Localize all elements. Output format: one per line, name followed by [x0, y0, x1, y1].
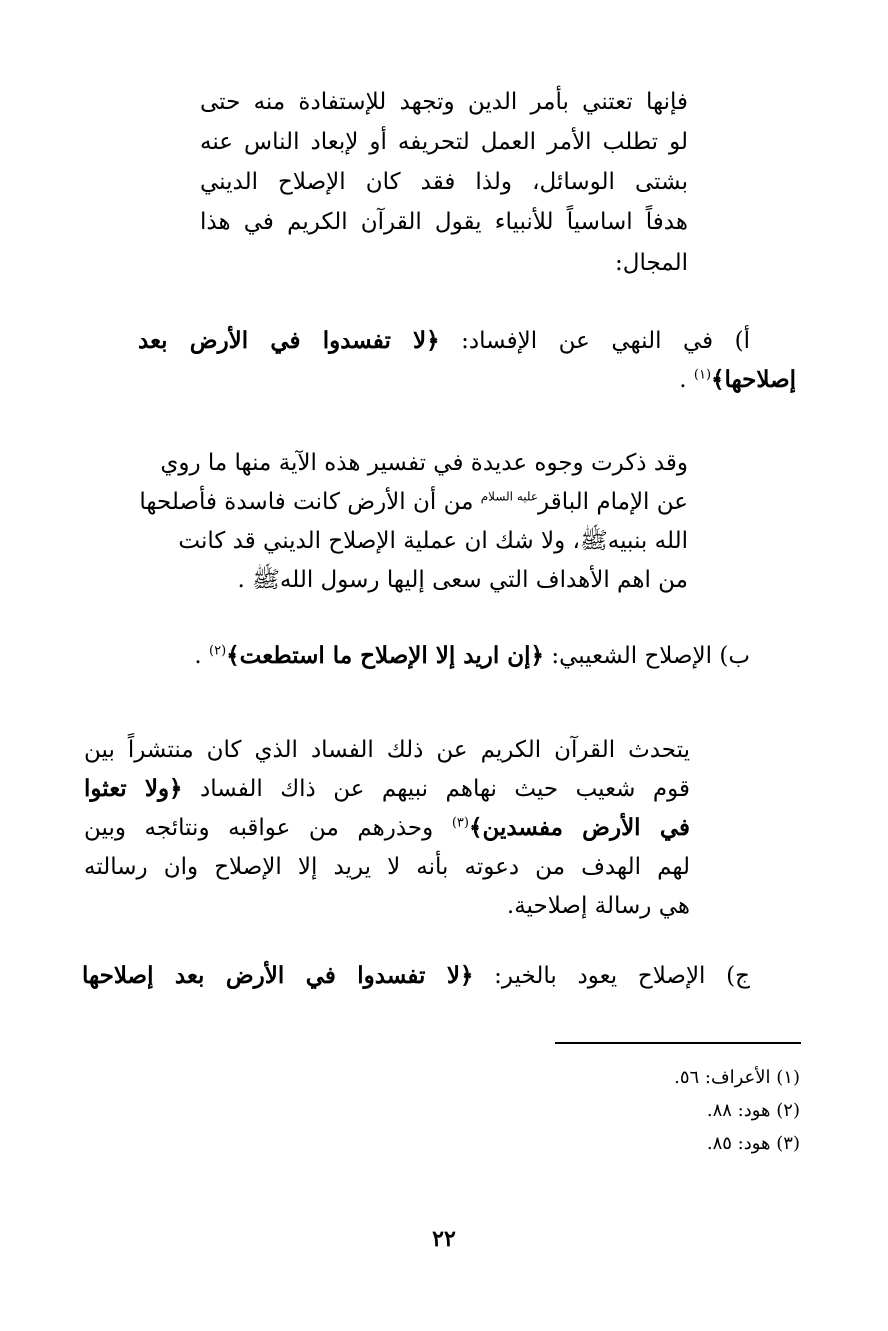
quran-verse: في الأرض مفسدين﴾ [468, 814, 690, 841]
text-line: لو تطلب الأمر العمل لتحريفه أو لإبعاد الناس عنه [200, 129, 688, 155]
text-line: يتحدث القرآن الكريم عن ذلك الفساد الذي كان منتشراً بين [84, 737, 690, 763]
text-line: وقد ذكرت وجوه عديدة في تفسير هذه الآية منها ما روي [160, 450, 688, 476]
honorific: عليه السلام [480, 489, 539, 504]
item-label: ج) الإصلاح يعود بالخير: [473, 963, 750, 989]
text-line: فإنها تعتني بأمر الدين وتجهد للإستفادة منه حتى [200, 89, 688, 115]
text-line [138, 640, 750, 672]
quran-verse: ﴿إن اريد إلا الإصلاح ما استطعت﴾ [226, 642, 545, 669]
text-line [84, 773, 690, 805]
honorific: ﷺ [579, 528, 608, 554]
item-label: أ) في النهي عن الإفساد: [439, 328, 750, 354]
text-line: لهم الهدف من دعوته بأنه لا يريد إلا الإصلاح وان رسالته [84, 854, 690, 880]
text: قوم شعيب حيث نهاهم نبيهم عن ذاك الفساد [182, 776, 691, 802]
footnote: (٢) هود: ٨٨. [706, 1100, 800, 1121]
footnote: (١) الأعراف: ٥٦. [674, 1067, 800, 1088]
text-line: بشتى الوسائل، ولذا فقد كان الإصلاح الديني [200, 169, 688, 195]
text-line: هي رسالة إصلاحية. [506, 893, 690, 919]
footnote-ref: (٣) [451, 815, 469, 831]
text-line [182, 564, 688, 596]
text: ، ولا شك ان عملية الإصلاح الديني قد كانت [178, 528, 580, 554]
quran-verse: ﴿ولا تعثوا [84, 775, 183, 802]
footnote: (٣) هود: ٨٥. [706, 1133, 800, 1154]
page-number: ٢٢ [432, 1226, 456, 1252]
text-line: هدفاً اساسياً للأنبياء يقول القرآن الكريم في هذا [200, 209, 688, 235]
text: من أن الأرض كانت فاسدة فأصلحها [139, 489, 481, 515]
footnote-divider [555, 1042, 801, 1044]
quran-verse: ﴿لا تفسدوا في الأرض بعد [138, 327, 440, 354]
honorific: ﷺ [252, 567, 280, 593]
text: من اهم الأهداف التي سعى إليها رسول الله [279, 567, 688, 593]
text-line: المجال: [614, 250, 688, 276]
footnote-ref: (٢) [209, 643, 227, 659]
text-line [278, 364, 838, 396]
text-line [84, 812, 690, 844]
quran-verse: إصلاحها﴾ [711, 366, 796, 393]
text: . [237, 567, 253, 593]
text: وحذرهم من عواقبه ونتائجه وبين [84, 815, 452, 841]
text-line [178, 525, 688, 557]
text-line [138, 325, 750, 357]
quran-verse: ﴿لا تفسدوا في الأرض بعد إصلاحها [82, 962, 474, 989]
item-label: ب) الإصلاح الشعيبي: [544, 643, 750, 669]
text: الله بنبيه [607, 528, 688, 554]
period: . [194, 643, 202, 669]
text: عن الإمام الباقر [538, 489, 688, 515]
footnote-ref: (١) [693, 367, 712, 383]
period: . [679, 367, 687, 393]
text-line [82, 960, 750, 992]
text-line [139, 486, 688, 518]
